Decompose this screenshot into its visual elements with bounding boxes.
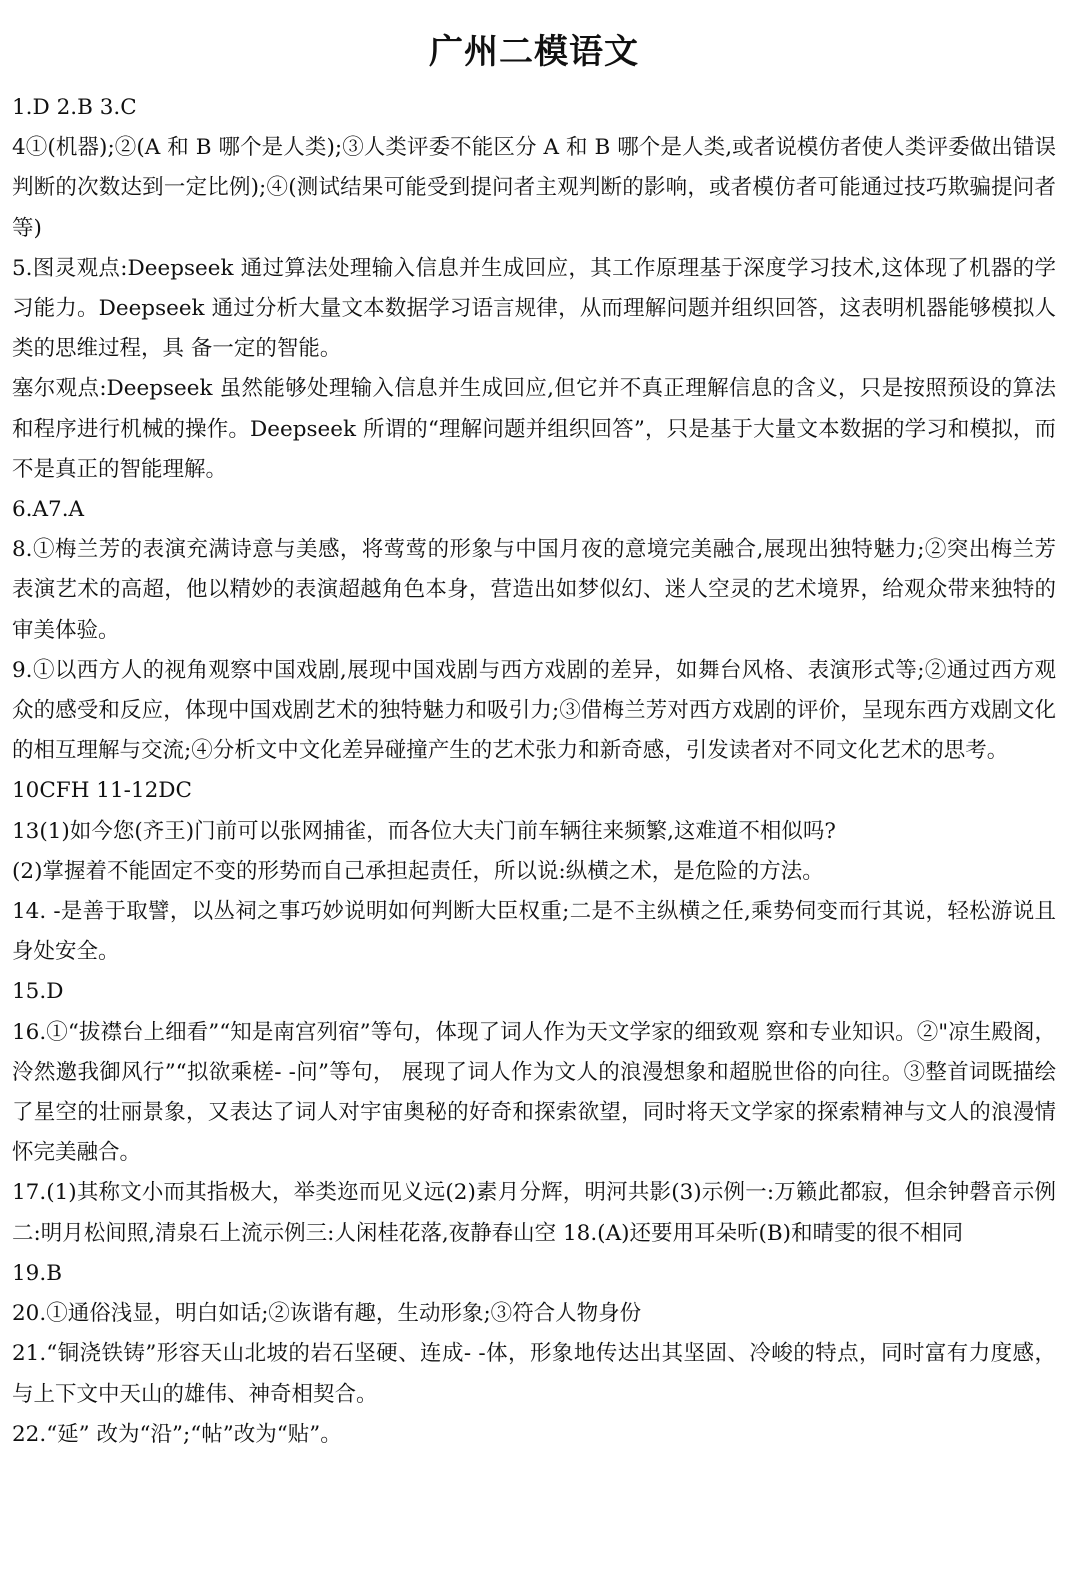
answer-16: 16.①“拔襟台上细看”“知是南宫列宿”等句，体现了词人作为天文学家的细致观 察和专业知识。②"凉生殿阁，泠然邀我御风行”“拟欲乘槎- -问”等句， 展现了词人作为文人的浪漫想象和超脱世俗的向往。③整首词既描绘了星空的壮丽景象，又表达了词人对宇宙奥秘的好奇和探索欲望，同时将天文学家的探索精神与文人的浪漫情怀完美融合。 — [12, 1019, 1056, 1166]
answer-15: 15.D — [12, 979, 64, 1005]
answer-13-1: 13(1)如今您(齐王)门前可以张网捕雀，而各位大夫门前车辆往来频繁,这难道不相似吗? — [12, 818, 836, 844]
answer-13-2: (2)掌握着不能固定不变的形势而自己承担起责任，所以说:纵横之术，是危险的方法。 — [12, 858, 824, 884]
answer-9: 9.①以西方人的视角观察中国戏剧,展现中国戏剧与西方戏剧的差异，如舞台风格、表演形式等;②通过西方观众的感受和反应，体现中国戏剧艺术的独特魅力和吸引力;③借梅兰芳对西方戏剧的评价，呈现东西方戏剧文化的相互理解与交流;④分析文中文化差异碰撞产生的艺术张力和新奇感，引发读者对不同文化艺术的思考。 — [12, 657, 1056, 764]
answer-line-1-3: 1.D 2.B 3.C — [12, 95, 137, 120]
answer-4: 4①(机器);②(A 和 B 哪个是人类);③人类评委不能区分 A 和 B 哪个是人类,或者说模仿者使人类评委做出错误判断的次数达到一定比例);④(测试结果可能受到提问者主观判断的影响，或者模仿者可能通过技巧欺骗提问者等) — [12, 135, 1056, 241]
answer-20: 20.①通俗浅显，明白如话;②诙谐有趣，生动形象;③符合人物身份 — [12, 1301, 642, 1327]
answer-5-turing: 5.图灵观点:Deepseek 通过算法处理输入信息并生成回应，其工作原理基于深度学习技术,这体现了机器的学习能力。Deepseek 通过分析大量文本数据学习语言规律，从而理解问题并组织回答，这表明机器能够模拟人类的思维过程，具 备一定的智能。 — [12, 255, 1056, 362]
answer-17-18: 17.(1)其称文小而其指极大，举类迩而见义远(2)素月分辉，明河共影(3)示例一:万籁此都寂，但余钟磬音示例二:明月松间照,清泉石上流示例三:人闲桂花落,夜静春山空 18.(A)还要用耳朵听(B)和晴雯的很不相同 — [12, 1180, 1056, 1246]
answer-5-searle: 塞尔观点:Deepseek 虽然能够处理输入信息并生成回应,但它并不真正理解信息的含义，只是按照预设的算法和程序进行机械的操作。Deepseek 所谓的“理解问题并组织回答”，只是基于大量文本数据的学习和模拟，而不是真正的智能理解。 — [12, 376, 1056, 482]
answer-line-10-12: 10CFH 11-12DC — [12, 778, 192, 804]
answer-8: 8.①梅兰芳的表演充满诗意与美感，将莺莺的形象与中国月夜的意境完美融合,展现出独特魅力;②突出梅兰芳表演艺术的高超，他以精妙的表演超越角色本身，营造出如梦似幻、迷人空灵的艺术境界，给观众带来独特的审美体验。 — [12, 537, 1056, 643]
answer-line-6-7: 6.A7.A — [12, 497, 85, 523]
answer-14: 14. -是善于取譬，以丛祠之事巧妙说明如何判断大臣权重;二是不主纵横之任,乘势伺变而行其说，轻松游说且身处安全。 — [12, 899, 1056, 965]
answer-list — [12, 88, 1056, 1455]
answer-19: 19.B — [12, 1260, 62, 1286]
document-title: 广州二模语文 — [429, 32, 639, 72]
answer-22: 22.“延” 改为“沿”;“帖”改为“贴”。 — [12, 1421, 342, 1447]
answer-21: 21.“铜浇铁铸”形容天山北坡的岩石坚硬、连成- -体，形象地传达出其坚固、冷峻的特点，同时富有力度感，与上下文中天山的雄伟、神奇相契合。 — [12, 1341, 1056, 1407]
